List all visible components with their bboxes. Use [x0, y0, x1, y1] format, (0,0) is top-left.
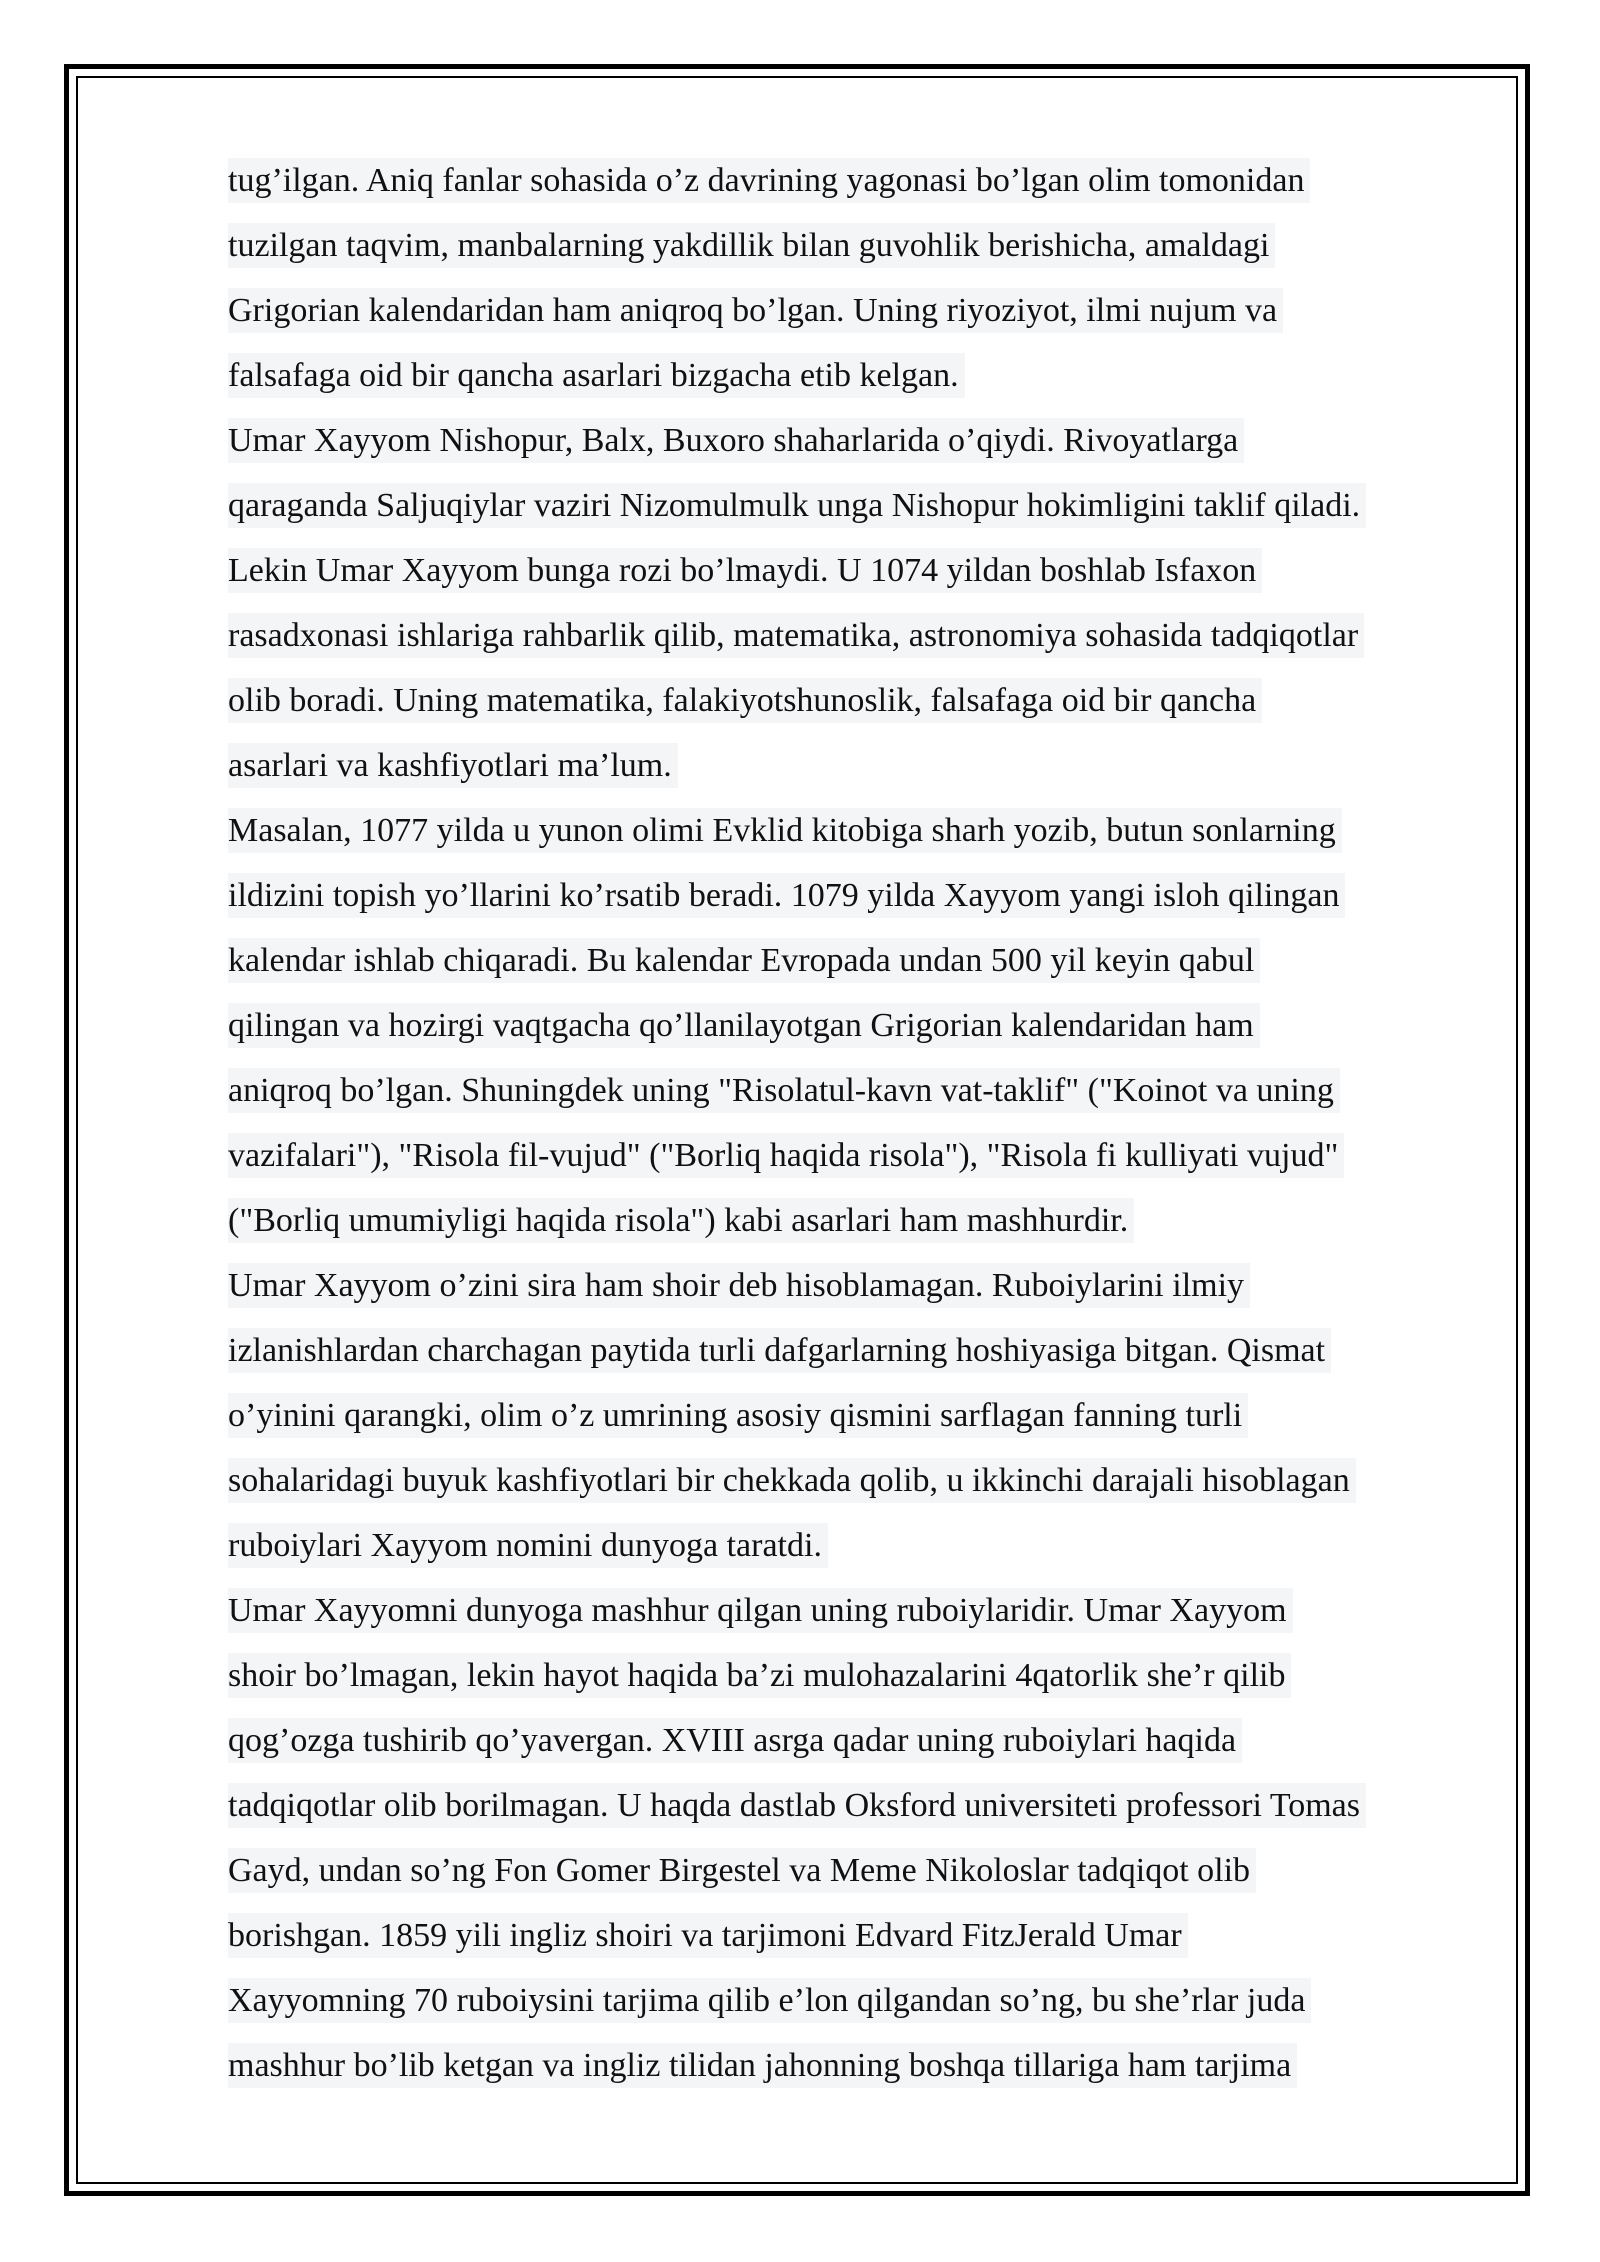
text-line: [228, 148, 1490, 213]
text-line: [228, 1708, 1490, 1773]
text-line: [228, 1968, 1490, 2033]
text-line-content: qaraganda Saljuqiylar vaziri Nizomulmulk unga Nishopur hokimligini taklif qiladi.: [228, 483, 1366, 528]
text-line: [228, 798, 1490, 863]
text-line-content: Masalan, 1077 yilda u yunon olimi Evklid kitobiga sharh yozib, butun sonlarning: [228, 808, 1342, 853]
text-line-content: tug’ilgan. Aniq fanlar sohasida o’z davrining yagonasi bo’lgan olim tomonidan: [228, 158, 1310, 203]
text-line: [228, 1058, 1490, 1123]
text-line: [228, 603, 1490, 668]
text-line-content: tuzilgan taqvim, manbalarning yakdillik bilan guvohlik berishicha, amaldagi: [228, 223, 1275, 268]
text-line: [228, 928, 1490, 993]
text-line: [228, 1253, 1490, 1318]
text-line: [228, 343, 1490, 408]
text-line: [228, 1643, 1490, 1708]
text-line: [228, 993, 1490, 1058]
text-line: [228, 538, 1490, 603]
text-line: [228, 733, 1490, 798]
text-line-content: ("Borliq umumiyligi haqida risola") kabi asarlari ham mashhurdir.: [228, 1198, 1134, 1243]
text-line: [228, 1513, 1490, 1578]
text-line: [228, 863, 1490, 928]
text-line-content: Umar Xayyomni dunyoga mashhur qilgan uning ruboiylaridir. Umar Xayyom: [228, 1588, 1293, 1633]
text-line: [228, 473, 1490, 538]
text-line-content: sohalaridagi buyuk kashfiyotlari bir chekkada qolib, u ikkinchi darajali hisoblagan: [228, 1458, 1356, 1503]
text-line-content: rasadxonasi ishlariga rahbarlik qilib, matematika, astronomiya sohasida tadqiqotlar: [228, 613, 1364, 658]
text-line: [228, 2033, 1490, 2098]
text-line-content: shoir bo’lmagan, lekin hayot haqida ba’zi mulohazalarini 4qatorlik she’r qilib: [228, 1653, 1291, 1698]
text-line-content: ruboiylari Xayyom nomini dunyoga taratdi.: [228, 1523, 828, 1568]
text-line: [228, 1448, 1490, 1513]
text-line-content: Gayd, undan so’ng Fon Gomer Birgestel va Meme Nikoloslar tadqiqot olib: [228, 1848, 1256, 1893]
text-line: [228, 1318, 1490, 1383]
text-line: [228, 408, 1490, 473]
text-line: [228, 1903, 1490, 1968]
text-line-content: izlanishlardan charchagan paytida turli dafgarlarning hoshiyasiga bitgan. Qismat: [228, 1328, 1331, 1373]
text-line-content: falsafaga oid bir qancha asarlari bizgacha etib kelgan.: [228, 353, 965, 398]
text-line-content: aniqroq bo’lgan. Shuningdek uning "Risolatul-kavn vat-taklif" ("Koinot va uning: [228, 1068, 1340, 1113]
text-line-content: olib boradi. Uning matematika, falakiyotshunoslik, falsafaga oid bir qancha: [228, 678, 1262, 723]
text-line-content: vazifalari"), "Risola fil-vujud" ("Borliq haqida risola"), "Risola fi kulliyati vujud": [228, 1133, 1344, 1178]
text-line-content: borishgan. 1859 yili ingliz shoiri va tarjimoni Edvard FitzJerald Umar: [228, 1913, 1188, 1958]
text-line-content: qog’ozga tushirib qo’yavergan. XVIII asrga qadar uning ruboiylari haqida: [228, 1718, 1242, 1763]
text-line: [228, 1383, 1490, 1448]
text-line: [228, 1188, 1490, 1253]
text-line: [228, 1123, 1490, 1188]
document-body: [228, 148, 1490, 2098]
text-line: [228, 1578, 1490, 1643]
text-line-content: kalendar ishlab chiqaradi. Bu kalendar Evropada undan 500 yil keyin qabul: [228, 938, 1260, 983]
text-line-content: ildizini topish yo’llarini ko’rsatib beradi. 1079 yilda Xayyom yangi isloh qilingan: [228, 873, 1345, 918]
text-line: [228, 1773, 1490, 1838]
text-line-content: asarlari va kashfiyotlari ma’lum.: [228, 743, 678, 788]
text-line: [228, 278, 1490, 343]
text-line: [228, 213, 1490, 278]
text-line-content: tadqiqotlar olib borilmagan. U haqda dastlab Oksford universiteti professori Tomas: [228, 1783, 1366, 1828]
text-line-content: Lekin Umar Xayyom bunga rozi bo’lmaydi. U 1074 yildan boshlab Isfaxon: [228, 548, 1262, 593]
text-line-content: mashhur bo’lib ketgan va ingliz tilidan jahonning boshqa tillariga ham tarjima: [228, 2043, 1297, 2088]
text-line: [228, 668, 1490, 733]
text-line-content: qilingan va hozirgi vaqtgacha qo’llanilayotgan Grigorian kalendaridan ham: [228, 1003, 1260, 1048]
text-line-content: Xayyomning 70 ruboiysini tarjima qilib e’lon qilgandan so’ng, bu she’rlar juda: [228, 1978, 1311, 2023]
text-line-content: Umar Xayyom o’zini sira ham shoir deb hisoblamagan. Ruboiylarini ilmiy: [228, 1263, 1250, 1308]
text-line-content: Umar Xayyom Nishopur, Balx, Buxoro shaharlarida o’qiydi. Rivoyatlarga: [228, 418, 1244, 463]
text-line-content: Grigorian kalendaridan ham aniqroq bo’lgan. Uning riyoziyot, ilmi nujum va: [228, 288, 1283, 333]
text-line: [228, 1838, 1490, 1903]
text-line-content: o’yinini qarangki, olim o’z umrining asosiy qismini sarflagan fanning turli: [228, 1393, 1248, 1438]
